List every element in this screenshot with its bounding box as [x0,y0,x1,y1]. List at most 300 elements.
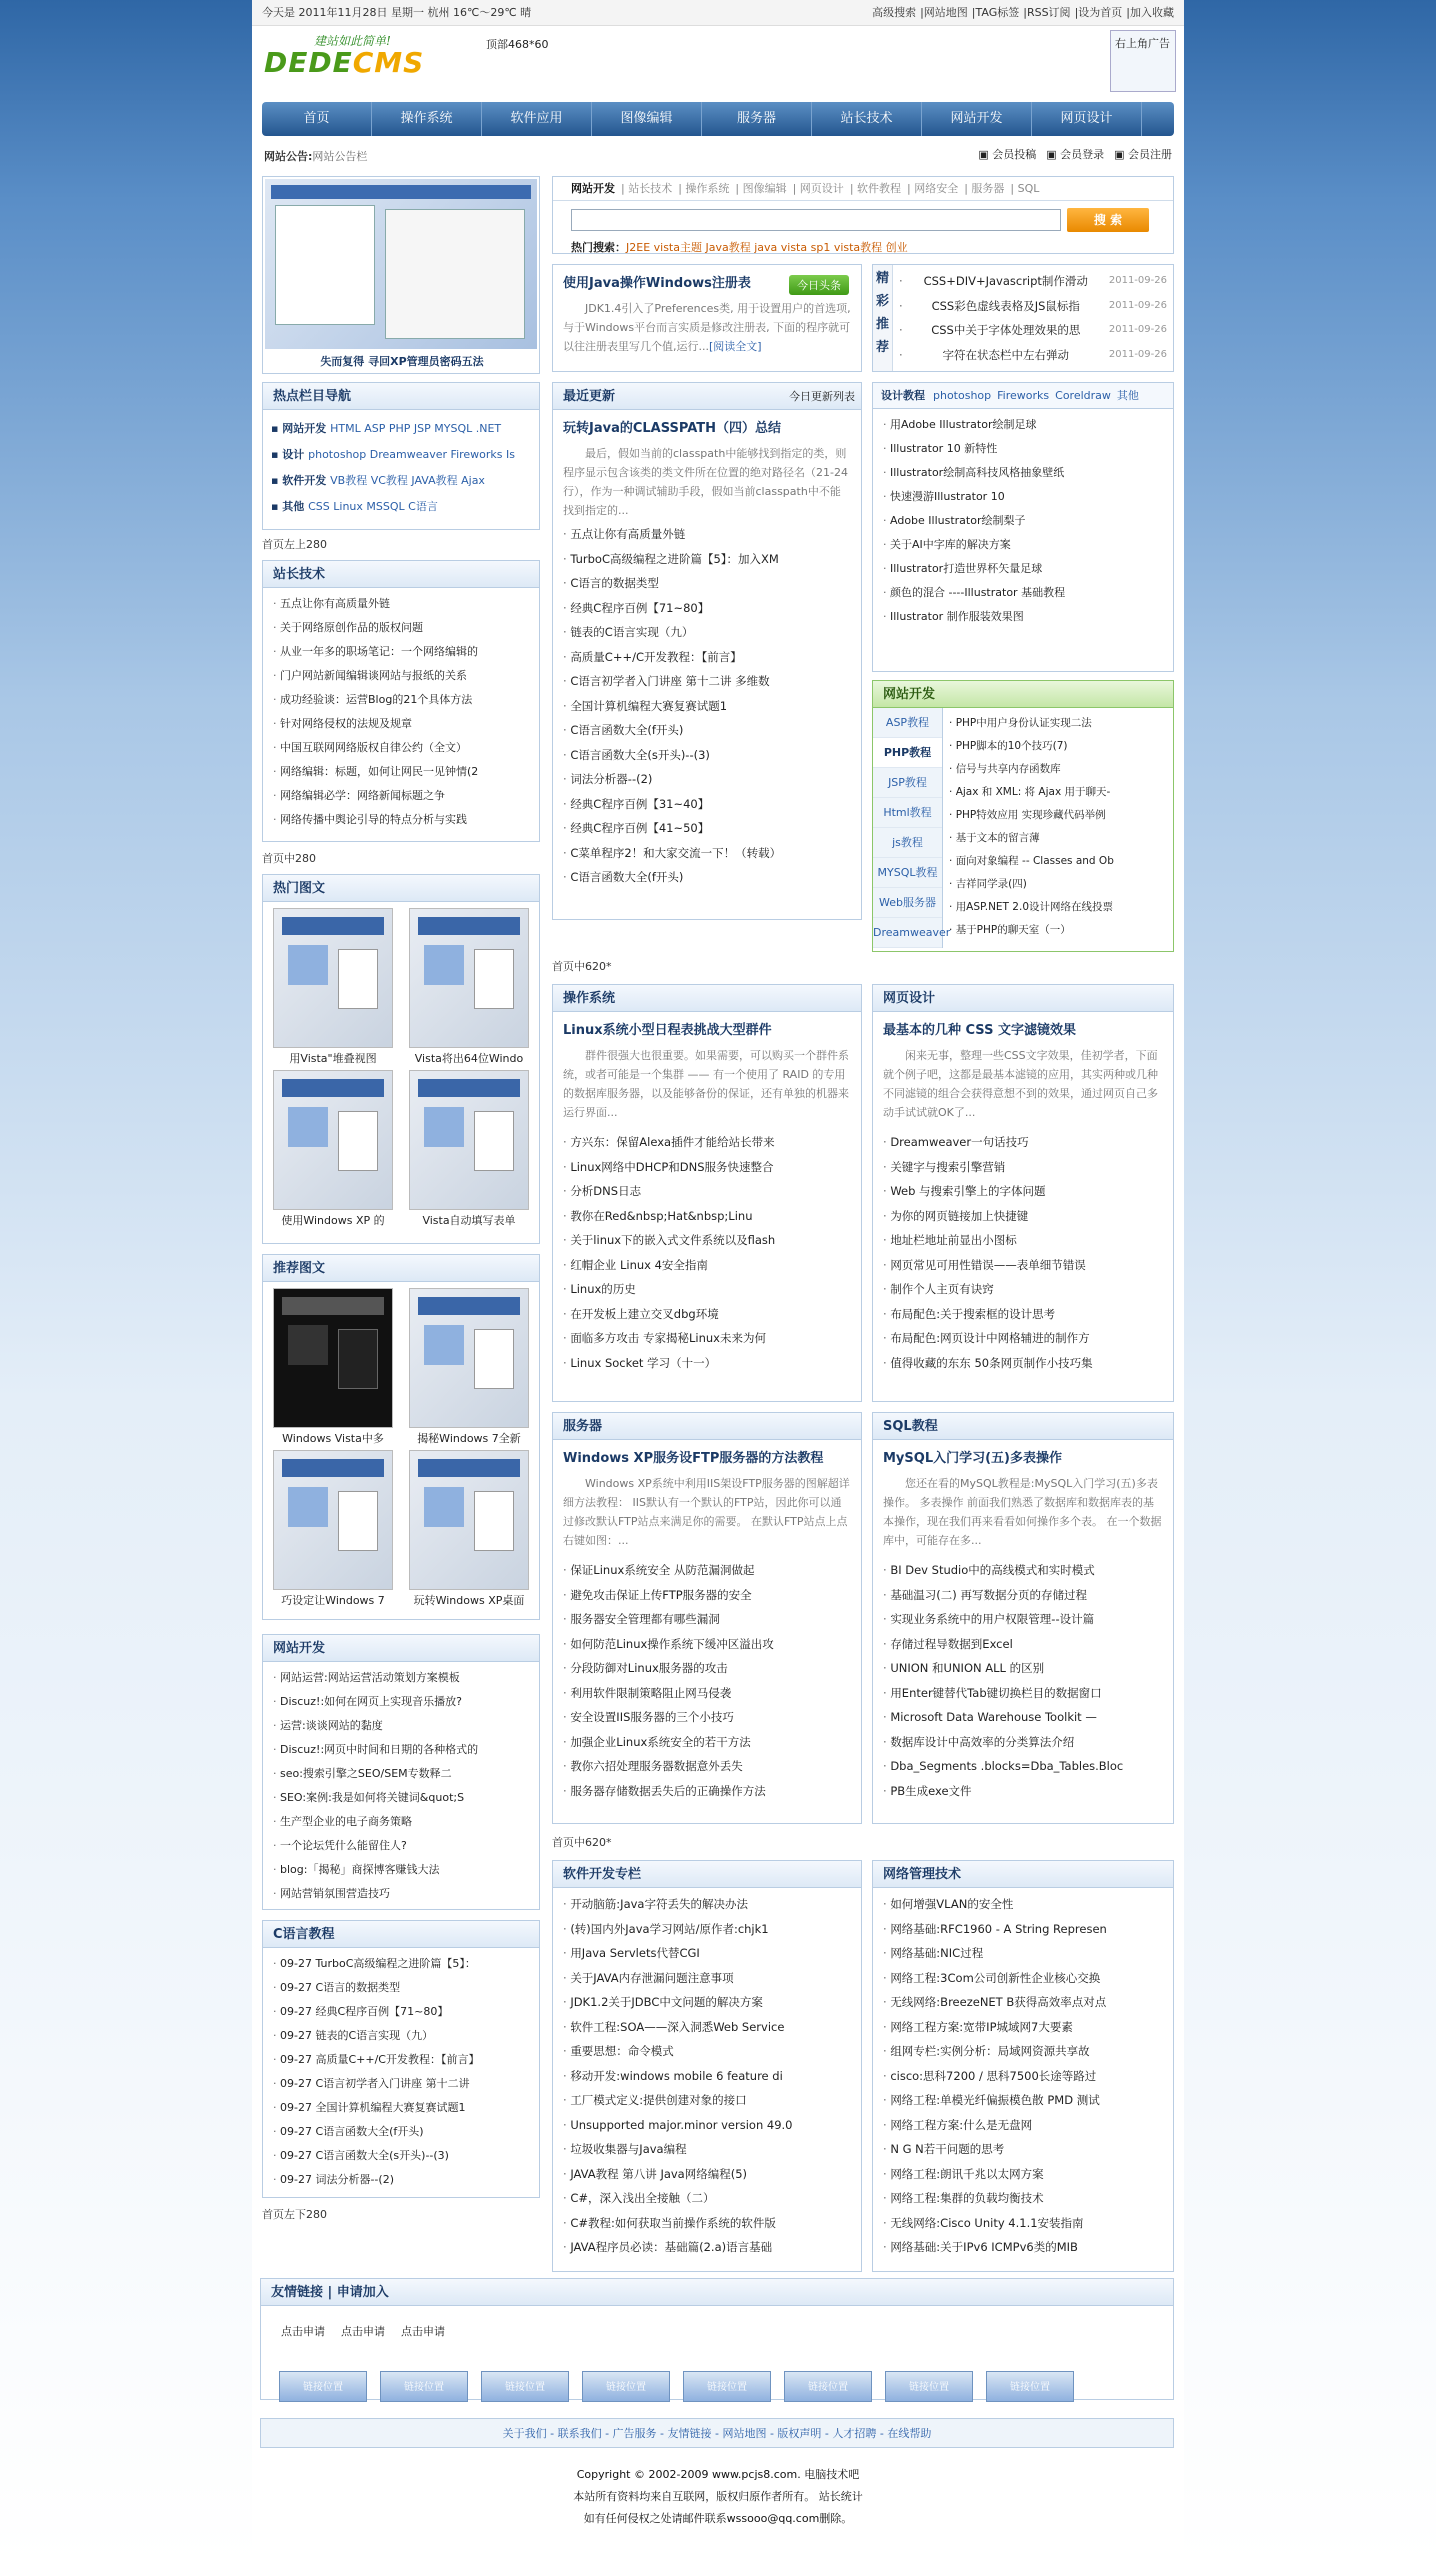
webmaster-item[interactable]: · 成功经验谈：运营Blog的21个具体方法 [273,688,529,712]
server-item[interactable]: · 如何防范Linux操作系统下缓冲区溢出攻 [563,1632,851,1657]
right-ad-slot[interactable]: 右上角广告 [1110,30,1176,92]
latest-item[interactable]: · TurboC高级编程之进阶篇【5】：加入XM [563,547,851,572]
latest-item[interactable]: · 高质量C++/C开发教程：【前言】 [563,645,851,670]
softdev-item[interactable]: · JDK1.2关于JDBC中文问题的解决方案 [563,1990,851,2015]
webdev-tab[interactable]: Dreamweaver [873,918,942,948]
clang-item[interactable]: · 09-27 C语言的数据类型 [273,1976,529,2000]
design-tab[interactable]: 其他 [1116,389,1139,402]
webmaster-title: 站长技术 [263,561,539,588]
webdesign-list [873,1130,1173,1379]
hot-nav-row [271,442,531,468]
webdesign-item[interactable]: · 制作个人主页有诀窍 [883,1277,1163,1302]
design-item[interactable]: · 快速漫游Illustrator 10 [883,485,1163,509]
search-tab[interactable]: 网站开发 [571,182,615,195]
sql-item[interactable]: · 存储过程导数据到Excel [883,1632,1163,1657]
thumb-image[interactable] [409,1450,529,1590]
clang-box [262,1920,540,2198]
friend-logo-link[interactable]: 链接位置 [885,2371,973,2402]
latest-item[interactable]: · 经典C程序百例【71~80】 [563,596,851,621]
webdev-tab[interactable]: MYSQL教程 [873,858,942,888]
webdev-item[interactable]: · 吉祥同学录(四) [949,873,1167,896]
search-tab[interactable]: | 图像编辑 [735,182,787,195]
thumb-caption[interactable]: 玩转Windows XP桌面 [413,1594,525,1607]
design-item[interactable]: · 关于AI中字库的解决方案 [883,533,1163,557]
os-item[interactable]: · Linux的历史 [563,1277,851,1302]
featured-item[interactable] [899,269,1167,294]
featured-item[interactable] [899,318,1167,343]
design-list [873,409,1173,633]
top-links [868,0,1174,26]
sql-item[interactable]: · UNION 和UNION ALL 的区别 [883,1656,1163,1681]
nav-item[interactable]: 操作系统 [372,102,482,136]
featured-label: 精彩推荐 [873,265,893,371]
design-tab[interactable]: Fireworks [997,389,1050,402]
latest-head-title[interactable]: 玩转Java的CLASSPATH（四）总结 [563,421,782,436]
webdev-item[interactable]: · PHP特效应用 实现珍藏代码举例 [949,804,1167,827]
sql-item[interactable]: · 用Enter键替代Tab键切换栏目的数据窗口 [883,1681,1163,1706]
webmaster-item[interactable]: · 五点让你有高质量外链 [273,592,529,616]
hot-nav-category[interactable]: ▪ 网站开发 [271,422,331,435]
focus-caption[interactable]: 失而复得 寻回XP管理员密码五法 [320,355,484,368]
webdev-item[interactable]: · PHP中用户身份认证实现二法 [949,712,1167,735]
webdev-tab[interactable]: PHP教程 [873,738,942,768]
thumb-image-part [288,945,328,985]
webmaster-item[interactable]: · 从业一年多的职场笔记：一个网络编辑的 [273,640,529,664]
webdev-item[interactable]: · 基于PHP的聊天室（一） [949,919,1167,942]
hot-nav-row [271,416,531,442]
featured-item-title[interactable]: · 字符在状态栏中左右弹动 [942,347,1070,362]
netmgmt-item[interactable]: · 如何增强VLAN的安全性 [883,1892,1163,1917]
friend-text-links [281,2323,461,2339]
friend-text-link[interactable]: 点击申请 [281,2325,325,2338]
search-tab[interactable]: | 站长技术 [621,182,673,195]
webdev-item[interactable]: · 面向对象编程 -- Classes and Ob [949,850,1167,873]
webdesign-item[interactable]: · 关键字与搜索引擎营销 [883,1155,1163,1180]
latest-more-link[interactable]: 今日更新列表 [789,390,855,403]
thumb-item[interactable] [409,1070,529,1232]
thumb-image[interactable] [273,1070,393,1210]
os-item[interactable]: · 教你在Red&nbsp;Hat&nbsp;Linu [563,1204,851,1229]
main-nav [262,102,1174,136]
server-head-title[interactable]: Windows XP服务设FTP服务器的方法教程 [563,1451,824,1466]
webdev-item[interactable]: · 用ASP.NET 2.0设计网络在线投票 [949,896,1167,919]
design-item[interactable]: · Illustrator绘制高科技风格抽象壁纸 [883,461,1163,485]
search-input[interactable] [571,209,1061,231]
latest-item[interactable]: · 链表的C语言实现（九） [563,620,851,645]
headline-desc: JDK1.4引入了Preferences类, 用于设置用户的首选项,与于Windows平台而言实质是修改注册表, 下面的程序就可以往注册表里写几个值,运行... [563,302,851,353]
webdev-left-item[interactable]: · 生产型企业的电子商务策略 [273,1810,529,1834]
webdesign-item[interactable]: · 布局配色:关于搜索框的设计思考 [883,1302,1163,1327]
webdev-left-item[interactable]: · SEO:案例:我是如何将关键词&quot;S [273,1786,529,1810]
sql-item[interactable]: · Microsoft Data Warehouse Toolkit — [883,1705,1163,1730]
thumb-caption[interactable]: Windows Vista中多 [282,1432,384,1445]
nav-item[interactable]: 首页 [262,102,372,136]
design-tab[interactable]: Coreldraw [1055,389,1111,402]
webdev-item[interactable]: · 信号与共享内存函数库 [949,758,1167,781]
design-item[interactable]: · 颜色的混合 ----Illustrator 基础教程 [883,581,1163,605]
member-link[interactable]: ▣ 会员投稿 [978,148,1037,161]
hot-pics-box [262,874,540,1244]
featured-item-title[interactable]: · CSS中关于字体处理效果的思 [931,323,1081,337]
webmaster-item[interactable]: · 门户网站新闻编辑谈网站与报纸的关系 [273,664,529,688]
webdev-left-item[interactable]: · 一个论坛凭什么能留住人? [273,1834,529,1858]
sql-head-title[interactable]: MySQL入门学习(五)多表操作 [883,1451,1062,1466]
clang-item[interactable]: · 09-27 词法分析器--(2) [273,2168,529,2192]
logo-tagline: 建站如此简单! [314,34,391,48]
nav-item[interactable]: 软件应用 [482,102,592,136]
logo-wordmark: DEDECMS [264,46,425,79]
latest-item[interactable]: · 经典C程序百例【41~50】 [563,816,851,841]
server-item[interactable]: · 加强企业Linux系统安全的若干方法 [563,1730,851,1755]
thumb-image-part [474,1329,514,1389]
top-link[interactable]: |TAG标签 [971,6,1020,19]
thumb-item[interactable] [273,1070,393,1232]
netmgmt-item[interactable]: · 网络工程:3Com公司创新性企业核心交换 [883,1966,1163,1991]
clang-title: C语言教程 [263,1921,539,1948]
ad-note: 首页中280 [262,852,316,865]
date-weather: 今天是 2011年11月28日 星期一 杭州 16℃～29℃ 晴 [262,6,532,19]
top-link[interactable]: |网站地图 [920,6,968,19]
softdev-item[interactable]: · (转)国内外Java学习网站/原作者:chjk1 [563,1917,851,1942]
webmaster-list [263,588,539,836]
design-tabs [873,383,1173,409]
hot-nav-links[interactable]: VB教程 VC教程 JAVA教程 Ajax [330,474,485,487]
hot-nav-links[interactable]: HTML ASP PHP JSP MYSQL .NET [330,422,502,435]
os-item[interactable]: · 方兴东：保留Alexa插件才能给站长带来 [563,1130,851,1155]
top-link[interactable]: 高级搜索 [872,6,917,19]
design-item[interactable]: · Illustrator 制作服装效果图 [883,605,1163,629]
latest-item[interactable]: · 词法分析器--(2) [563,767,851,792]
os-title: 操作系统 [553,985,861,1012]
webdev-item[interactable]: · 基于文本的留言薄 [949,827,1167,850]
webdev-box [872,680,1174,952]
softdev-item[interactable]: · 关于JAVA内存泄漏问题注意事项 [563,1966,851,1991]
clang-item[interactable]: · 09-27 经典C程序百例【71~80】 [273,2000,529,2024]
thumb-image-part [424,1487,464,1527]
softdev-item[interactable]: · JAVA教程 第八讲 Java网络编程(5) [563,2162,851,2187]
latest-item[interactable]: · 全国计算机编程大赛复赛试题1 [563,694,851,719]
webdesign-item[interactable]: · 网页常见可用性错误——表单细节错误 [883,1253,1163,1278]
friend-logo-link[interactable]: 链接位置 [986,2371,1074,2402]
friend-logo-link[interactable]: 链接位置 [279,2371,367,2402]
nav-item[interactable]: 网页设计 [1032,102,1142,136]
member-link[interactable]: ▣ 会员登录 [1046,148,1105,161]
thumb-image[interactable] [409,908,529,1048]
featured-item-date: 2011-09-26 [1108,299,1167,311]
webdesign-item[interactable]: · 布局配色:网页设计中网格辅进的制作方 [883,1326,1163,1351]
webdev-tab[interactable]: JSP教程 [873,768,942,798]
latest-item[interactable]: · C语言初学者入门讲座 第十二讲 多维数 [563,669,851,694]
webdesign-box [872,984,1174,1402]
webmaster-item[interactable]: · 针对网络侵权的法规及规章 [273,712,529,736]
friend-links-box [260,2278,1174,2400]
search-tab[interactable]: | 操作系统 [678,182,730,195]
webmaster-item[interactable]: · 网络传播中舆论引导的特点分析与实践 [273,808,529,832]
friend-links-title[interactable]: 友情链接 | 申请加入 [261,2279,1173,2306]
thumb-caption[interactable]: 揭秘Windows 7全新 [417,1432,521,1445]
hot-nav-title: 热点栏目导航 [263,383,539,410]
latest-list [553,522,861,894]
webdev-tab[interactable]: ASP教程 [873,708,942,738]
softdev-item[interactable]: · 重要思想：命令模式 [563,2039,851,2064]
webmaster-item[interactable]: · 网络编辑必学：网络新闻标题之争 [273,784,529,808]
thumb-item[interactable] [273,1450,393,1612]
thumb-caption[interactable]: 使用Windows XP 的 [281,1214,385,1227]
thumb-item[interactable] [409,1288,529,1450]
thumb-item[interactable] [409,908,529,1070]
webmaster-item[interactable]: · 中国互联网网络版权自律公约（全文） [273,736,529,760]
thumb-image-part [474,1111,514,1171]
featured-item-date: 2011-09-26 [1108,324,1167,335]
thumb-image[interactable] [273,1450,393,1590]
webdev-item[interactable]: · Ajax 和 XML: 将 Ajax 用于聊天- [949,781,1167,804]
hot-nav-row [271,494,531,520]
clang-item[interactable]: · 09-27 全国计算机编程大赛复赛试题1 [273,2096,529,2120]
webdev-tab[interactable]: Html教程 [873,798,942,828]
friend-text-link[interactable]: 点击申请 [401,2325,445,2338]
footer-links[interactable]: 关于我们 - 联系我们 - 广告服务 - 友情链接 - 网站地图 - 版权声明 - 人才招聘 - 在线帮助 [260,2418,1174,2448]
webmaster-item[interactable]: · 网络编辑：标题，如何让网民一见钟情(2 [273,760,529,784]
server-item[interactable]: · 利用软件限制策略阻止网马侵袭 [563,1681,851,1706]
netmgmt-item[interactable]: · 无线网络:Cisco Unity 4.1.1安装指南 [883,2211,1163,2236]
sql-item[interactable]: · 基础温习(二) 再写数据分页的存储过程 [883,1583,1163,1608]
netmgmt-item[interactable]: · 组网专栏:实例分析：局域网资源共享故 [883,2039,1163,2064]
os-head-title[interactable]: Linux系统小型日程表挑战大型群件 [563,1023,772,1038]
softdev-item[interactable]: · Unsupported major.minor version 49.0 [563,2113,851,2138]
webdev-left-item[interactable]: · 网站运营:网站运营活动策划方案模板 [273,1666,529,1690]
design-item[interactable]: · 用Adobe Illustrator绘制足球 [883,413,1163,437]
friend-logo-link[interactable]: 链接位置 [784,2371,872,2402]
webdev-left-item[interactable]: · Discuz!:如何在网页上实现音乐播放? [273,1690,529,1714]
webmaster-item[interactable]: · 关于网络原创作品的版权问题 [273,616,529,640]
webdev-tab[interactable]: js教程 [873,828,942,858]
os-item[interactable]: · Linux网络中DHCP和DNS服务快速整合 [563,1155,851,1180]
design-tab[interactable]: photoshop [933,389,992,402]
latest-box [552,382,862,920]
friend-logo-link[interactable]: 链接位置 [481,2371,569,2402]
clang-item[interactable]: · 09-27 C语言初学者入门讲座 第十二讲 [273,2072,529,2096]
ad-note: 首页左上280 [262,538,327,551]
thumb-image-part [288,1325,328,1365]
thumb-item[interactable] [409,1450,529,1612]
netmgmt-item[interactable]: · 网络工程:单模光纤偏振模色散 PMD 测试 [883,2088,1163,2113]
thumb-image[interactable] [273,1288,393,1428]
search-tab[interactable]: | 网页设计 [792,182,844,195]
thumb-caption[interactable]: Vista将出64位Windo [414,1052,524,1065]
netmgmt-item[interactable]: · 无线网络:BreezeNET B获得高效率点对点 [883,1990,1163,2015]
hot-nav-row [271,468,531,494]
thumb-item[interactable] [273,908,393,1070]
thumb-caption[interactable]: Vista自动填写表单 [422,1214,516,1227]
top-link[interactable]: |加入收藏 [1126,6,1174,19]
latest-item[interactable]: · C语言函数大全(f开头) [563,865,851,890]
site-logo[interactable] [264,32,474,84]
webdev-left-item[interactable]: · 运营:谈谈网站的黏度 [273,1714,529,1738]
latest-item[interactable]: · C语言函数大全(f开头) [563,718,851,743]
latest-item[interactable]: · C菜单程序2！和大家交流一下！（转载） [563,841,851,866]
ad-note: 首页中620* [552,960,612,973]
webdev-list [943,708,1173,948]
friend-logo-link[interactable]: 链接位置 [683,2371,771,2402]
webdesign-item[interactable]: · 为你的网页链接加上快捷键 [883,1204,1163,1229]
server-item[interactable]: · 安全设置IIS服务器的三个小技巧 [563,1705,851,1730]
server-head-desc: Windows XP系统中利用IIS架设FTP服务器的图解超详细方法教程： IIS默认有一个默认的FTP站，因此你可以通过修改默认FTP站点来满足你的需要。 在默认FTP站点上点右键如图：... [563,1477,850,1547]
latest-item[interactable]: · C语言函数大全(s开头)--(3) [563,743,851,768]
clang-item[interactable]: · 09-27 TurboC高级编程之进阶篇【5】： [273,1952,529,1976]
thumb-image-part [418,1297,520,1315]
clang-item[interactable]: · 09-27 链表的C语言实现（九） [273,2024,529,2048]
nav-item[interactable]: 图像编辑 [592,102,702,136]
nav-item[interactable]: 网站开发 [922,102,1032,136]
softdev-item[interactable]: · C#，深入浅出全接触（二） [563,2186,851,2211]
latest-item[interactable]: · 五点让你有高质量外链 [563,522,851,547]
server-item[interactable]: · 保证Linux系统安全 从防范漏洞做起 [563,1558,851,1583]
sql-item[interactable]: · Dba_Segments .blocks=Dba_Tables.Bloc [883,1754,1163,1779]
softdev-item[interactable]: · JAVA程序员必读：基础篇(2.a)语言基础 [563,2235,851,2260]
sql-item[interactable]: · 数据库设计中高效率的分类算法介绍 [883,1730,1163,1755]
softdev-item[interactable]: · 软件工程:SOA——深入洞悉Web Service [563,2015,851,2040]
clang-item[interactable]: · 09-27 C语言函数大全(s开头)--(3) [273,2144,529,2168]
os-item[interactable]: · 分析DNS日志 [563,1179,851,1204]
os-item[interactable]: · 面临多方攻击 专家揭秘Linux未来为何 [563,1326,851,1351]
nav-item[interactable]: 站长技术 [812,102,922,136]
sql-item[interactable]: · 实现业务系统中的用户权限管理--设计篇 [883,1607,1163,1632]
search-tab[interactable]: | 软件教程 [849,182,902,195]
headline-title[interactable]: 使用Java操作Windows注册表 [563,276,751,291]
thumb-image-part [418,1459,520,1477]
thumb-item[interactable] [273,1288,393,1450]
softdev-item[interactable]: · 用Java Servlets代替CGI [563,1941,851,1966]
softdev-item[interactable]: · 垃圾收集器与Java编程 [563,2137,851,2162]
thumb-image[interactable] [409,1070,529,1210]
os-item[interactable]: · 关于linux下的嵌入式文件系统以及flash [563,1228,851,1253]
friend-logo-link[interactable]: 链接位置 [582,2371,670,2402]
search-tab[interactable]: | 服务器 [964,182,1005,195]
webdev-item[interactable]: · PHP脚本的10个技巧(7) [949,735,1167,758]
sql-box [872,1412,1174,1824]
design-tabs-label[interactable]: 设计教程 [881,389,925,402]
hot-keywords-links[interactable]: J2EE vista主题 Java教程 java vista sp1 vista教程 创业 [626,241,908,254]
hot-nav-category[interactable]: ▪ 软件开发 [271,474,331,487]
featured-item-title[interactable]: · CSS+DIV+Javascript制作滑动 [923,274,1088,288]
clang-item[interactable]: · 09-27 高质量C++/C开发教程：【前言】 [273,2048,529,2072]
focus-image-box[interactable] [262,176,540,374]
sql-head-desc: 您还在看的MySQL教程是:MySQL入门学习(五)多表操作。 多表操作 前面我们熟悉了数据库和数据库表的基本操作，现在我们再来看看如何操作多个表。 在一个数据库中，可能存在多... [883,1477,1162,1547]
thumb-image-part [474,1491,514,1551]
thumb-image-part [418,1079,520,1097]
read-more-link[interactable]: [阅读全文] [709,340,762,353]
softdev-item[interactable]: · C#教程:如何获取当前操作系统的软件版 [563,2211,851,2236]
softdev-item[interactable]: · 工厂模式定义:提供创建对象的接口 [563,2088,851,2113]
webdesign-item[interactable]: · Dreamweaver一句话技巧 [883,1130,1163,1155]
os-item[interactable]: · Linux Socket 学习（十一） [563,1351,851,1376]
softdev-title: 软件开发专栏 [553,1861,861,1888]
netmgmt-item[interactable]: · N G N若干问题的思考 [883,2137,1163,2162]
search-button[interactable]: 搜 索 [1067,208,1149,232]
design-item[interactable]: · Illustrator 10 新特性 [883,437,1163,461]
webdev-left-item[interactable]: · blog:「揭秘」商探博客赚钱大法 [273,1858,529,1882]
netmgmt-item[interactable]: · cisco:思科7200 / 思科7500长途等路过 [883,2064,1163,2089]
server-item[interactable]: · 服务器存储数据丢失后的正确操作方法 [563,1779,851,1804]
thumb-caption[interactable]: 用Vista"堆叠视图 [289,1052,377,1065]
top-link[interactable]: |RSS订阅 [1023,6,1071,19]
netmgmt-item[interactable]: · 网络工程方案:宽带IP城域网7大要素 [883,2015,1163,2040]
netmgmt-item[interactable]: · 网络工程方案:什么是无盘网 [883,2113,1163,2138]
design-item[interactable]: · Adobe Illustrator绘制梨子 [883,509,1163,533]
netmgmt-list [873,1888,1173,2264]
copyright-line: 如有任何侵权之处请邮件联系wssooo@qq.com删除。 [583,2512,853,2525]
softdev-item[interactable]: · 移动开发:windows mobile 6 feature di [563,2064,851,2089]
copyright-line: 本站所有资料均来自互联网，版权归原作者所有。 站长统计 [573,2490,863,2503]
thumb-caption[interactable]: 巧设定让Windows 7 [281,1594,385,1607]
thumb-image[interactable] [273,908,393,1048]
member-link[interactable]: ▣ 会员注册 [1114,148,1172,161]
hot-nav-links[interactable]: photoshop Dreamweaver Fireworks Is [308,448,515,461]
featured-item[interactable] [899,343,1167,368]
netmgmt-item[interactable]: · 网络工程:集群的负载均衡技术 [883,2186,1163,2211]
os-head-desc: 群件很强大也很重要。如果需要，可以购买一个群件系统，或者可能是一个集群 —— 有一个使用了 RAID 的专用的数据库服务器，以及能够备份的保证，还有单独的机器来运行界面... [563,1049,849,1119]
sql-item[interactable]: · BI Dev Studio中的高线模式和实时模式 [883,1558,1163,1583]
netmgmt-item[interactable]: · 网络工程:朗讯千兆以太网方案 [883,2162,1163,2187]
friend-logo-link[interactable]: 链接位置 [380,2371,468,2402]
webdev-left-item[interactable]: · 网站营销氛围营造技巧 [273,1882,529,1906]
top-bar [252,0,1184,26]
hot-nav-category[interactable]: ▪ 其他 [271,500,309,513]
softdev-item[interactable]: · 开动脑筋:Java字符丢失的解决办法 [563,1892,851,1917]
webdesign-item[interactable]: · 值得收藏的东东 50条网页制作小技巧集 [883,1351,1163,1376]
search-tab[interactable]: | SQL [1010,182,1040,195]
netmgmt-item[interactable]: · 网络基础:NIC过程 [883,1941,1163,1966]
featured-item[interactable] [899,294,1167,319]
search-tabs [553,177,1173,201]
featured-item-title[interactable]: · CSS彩色虚线表格及JS鼠标指 [931,298,1080,313]
top-link[interactable]: |设为首页 [1074,6,1123,19]
latest-item[interactable]: · C语言的数据类型 [563,571,851,596]
server-item[interactable]: · 分段防御对Linux服务器的攻击 [563,1656,851,1681]
webdev-left-item[interactable]: · seo:搜索引擎之SEO/SEM专数释二 [273,1762,529,1786]
focus-image[interactable] [265,179,537,349]
hot-nav-box [262,382,540,530]
design-item[interactable]: · Illustrator打造世界杯矢量足球 [883,557,1163,581]
friend-text-link[interactable]: 点击申请 [341,2325,385,2338]
nav-item[interactable]: 服务器 [702,102,812,136]
webdesign-item[interactable]: · Web 与搜索引擎上的字体问题 [883,1179,1163,1204]
netmgmt-item[interactable]: · 网络基础:RFC1960 - A String Represen [883,1917,1163,1942]
hot-nav-category[interactable]: ▪ 设计 [271,448,309,461]
netmgmt-item[interactable]: · 网络基础:关于IPv6 ICMPv6类的MIB [883,2235,1163,2260]
thumb-image-part [282,1297,384,1315]
webdev-tab[interactable]: Web服务器 [873,888,942,918]
hot-nav-links[interactable]: CSS Linux MSSQL C语言 [308,500,438,513]
server-item[interactable]: · 教你六招处理服务器数据意外丢失 [563,1754,851,1779]
top-ad-slot[interactable]: 顶部468*60 [486,38,549,51]
webdesign-head-title[interactable]: 最基本的几种 CSS 文字滤镜效果 [883,1023,1076,1038]
os-item[interactable]: · 在开发板上建立交叉dbg环境 [563,1302,851,1327]
server-item[interactable]: · 服务器安全管理都有哪些漏洞 [563,1607,851,1632]
search-tab[interactable]: | 网络安全 [907,182,959,195]
clang-item[interactable]: · 09-27 C语言函数大全(f开头) [273,2120,529,2144]
server-item[interactable]: · 避免攻击保证上传FTP服务器的安全 [563,1583,851,1608]
webdesign-item[interactable]: · 地址栏地址前显出小图标 [883,1228,1163,1253]
thumb-image[interactable] [409,1288,529,1428]
copyright-line: Copyright © 2002-2009 www.pcjs8.com. 电脑技术吧 [576,2468,860,2481]
webdev-left-item[interactable]: · Discuz!:网页中时间和日期的各种格式的 [273,1738,529,1762]
os-item[interactable]: · 红帽企业 Linux 4安全指南 [563,1253,851,1278]
server-list [553,1558,861,1807]
sql-item[interactable]: · PB生成exe文件 [883,1779,1163,1804]
thumb-image-part [418,917,520,935]
latest-item[interactable]: · 经典C程序百例【31~40】 [563,792,851,817]
